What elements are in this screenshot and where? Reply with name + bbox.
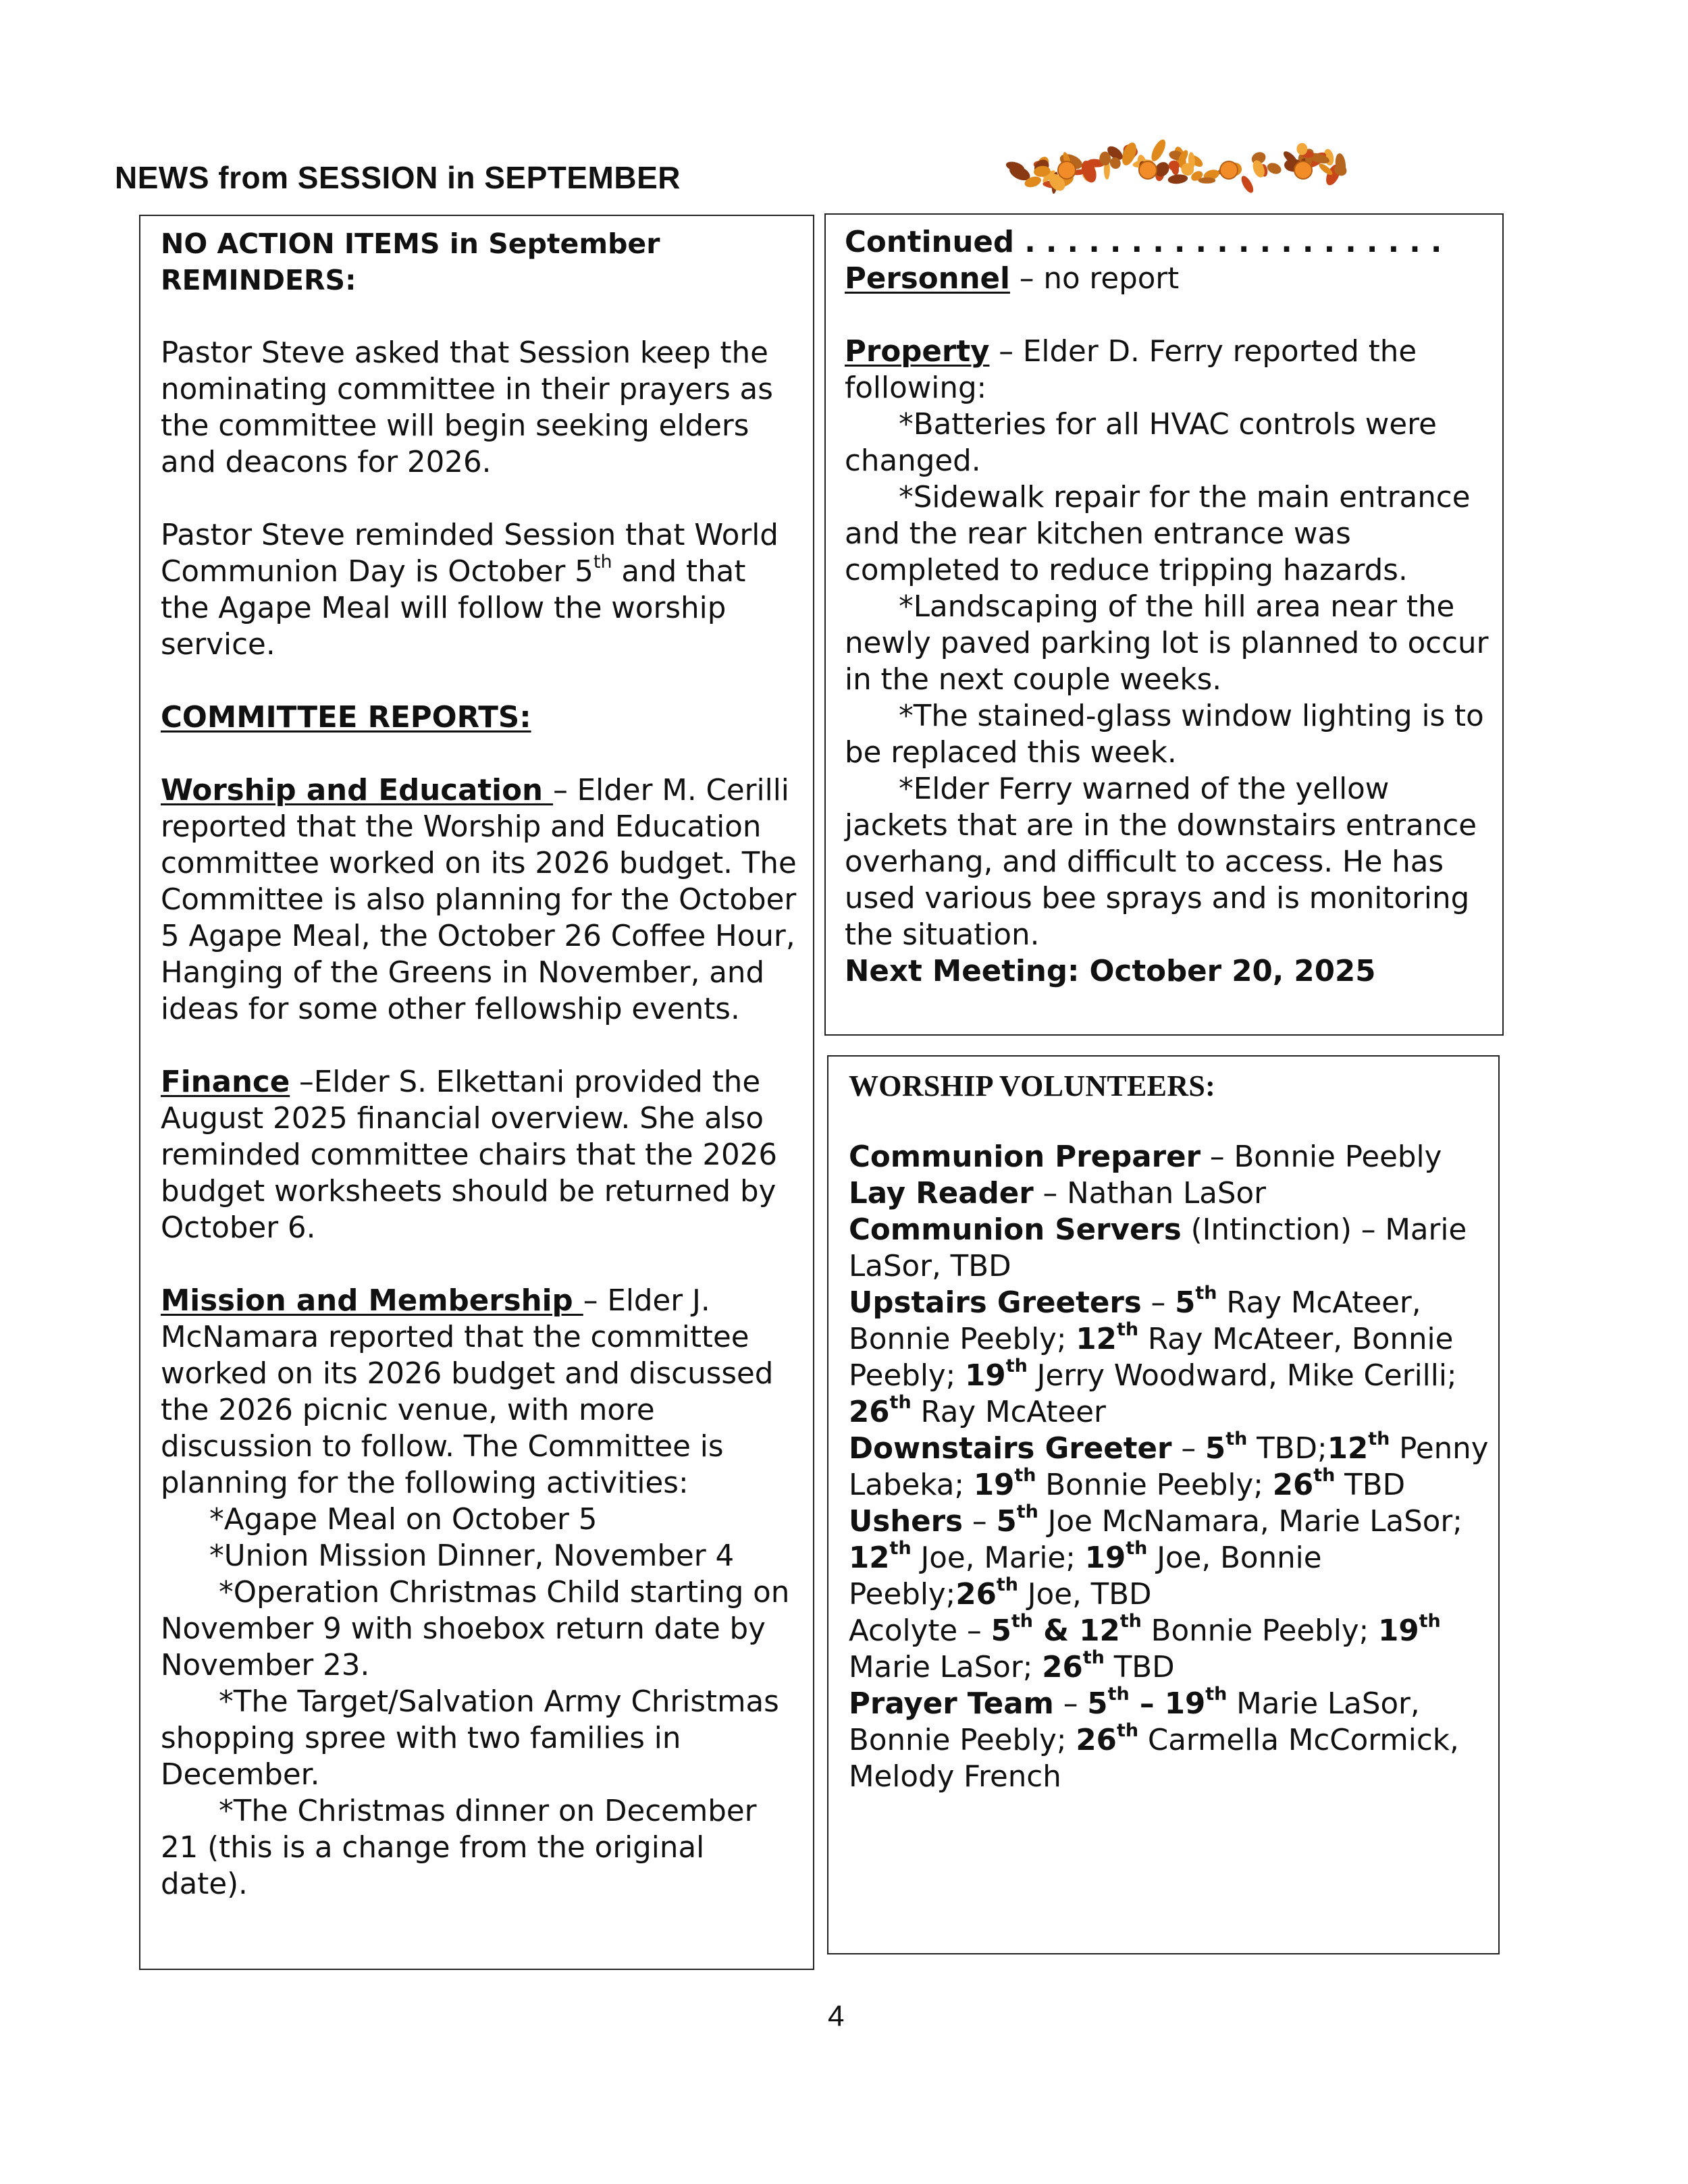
property-item: *Elder Ferry warned of the yellow jackets that are in the downstairs entrance overhang, and difficult to access. He has used various bee sprays and is monitoring the situation. bbox=[845, 772, 1477, 952]
activity-item: *Union Mission Dinner, November 4 bbox=[209, 1539, 735, 1573]
garland-pumpkin bbox=[1058, 161, 1076, 179]
communion-preparer: Communion Preparer – Bonnie Peebly bbox=[849, 1140, 1442, 1174]
session-report-left-panel bbox=[139, 215, 814, 1970]
finance-heading: Finance bbox=[161, 1065, 290, 1099]
next-meeting: Next Meeting: October 20, 2025 bbox=[845, 955, 1376, 988]
lay-reader: Lay Reader – Nathan LaSor bbox=[849, 1177, 1266, 1210]
activity-item: *Operation Christmas Child starting on November 9 with shoebox return date by November 23. bbox=[161, 1576, 790, 1682]
no-action-heading: NO ACTION ITEMS in September bbox=[161, 228, 660, 260]
mission-membership-report: Mission and Membership – Elder J. McNamara reported that the committee worked on its 2026 budget and discussed the 2026 picnic venue, with more discussion to follow. The Committee is planning for the following activities: bbox=[161, 1284, 774, 1500]
ushers: Ushers – 5th Joe McNamara, Marie LaSor; 12th Joe, Marie; 19th Joe, Bonnie Peebly;26th Joe, TBD bbox=[849, 1501, 1462, 1612]
worship-education-heading: Worship and Education bbox=[161, 774, 554, 807]
property-item: *The stained-glass window lighting is to be replaced this week. bbox=[845, 699, 1484, 770]
garland-leaf bbox=[1149, 138, 1168, 163]
communion-servers: Communion Servers (Intinction) – Marie LaSor, TBD bbox=[849, 1213, 1467, 1283]
upstairs-greeters: Upstairs Greeters – 5th Ray McAteer, Bonnie Peebly; 12th Ray McAteer, Bonnie Peebly; 19th Jerry Woodward, Mike Cerilli; 26th Ray McAteer bbox=[849, 1282, 1457, 1429]
pastor-paragraph-2: Pastor Steve reminded Session that World Communion Day is October 5th and that the Agape Meal will follow the worship service. bbox=[161, 518, 779, 662]
activity-item: *The Christmas dinner on December 21 (this is a change from the original date). bbox=[161, 1794, 757, 1901]
garland-pumpkin bbox=[1220, 161, 1238, 179]
session-report-right-panel bbox=[824, 213, 1504, 1036]
pastor-paragraph-1: Pastor Steve asked that Session keep the nominating committee in their prayers as the committee will begin seeking elders and deacons for 2026. bbox=[161, 336, 773, 479]
continued-label: Continued . . . . . . . . . . . . . . . . . . . . bbox=[845, 225, 1442, 259]
property-heading: Property bbox=[845, 335, 990, 369]
worship-education-report: Worship and Education – Elder M. Cerilli reported that the Worship and Education committee worked on its 2026 budget. The Committee is also planning for the October 5 Agape Meal, the October 26 Coffee Hour, Hanging of the Greens in November, and ideas for some other fellowship events. bbox=[161, 774, 797, 1026]
page-title: NEWS from SESSION in SEPTEMBER bbox=[115, 160, 681, 195]
reminders-heading: REMINDERS: bbox=[161, 264, 357, 296]
property-report: Property – Elder D. Ferry reported the following: bbox=[845, 335, 1417, 405]
property-item: *Sidewalk repair for the main entrance and the rear kitchen entrance was completed to reduce tripping hazards. bbox=[845, 481, 1471, 587]
finance-report: Finance –Elder S. Elkettani provided the August 2025 financial overview. She also reminded committee chairs that the 2026 budget worksheets should be returned by October 6. bbox=[161, 1065, 778, 1245]
personnel-report: Personnel – no report bbox=[845, 262, 1180, 296]
property-item: *Batteries for all HVAC controls were changed. bbox=[845, 408, 1437, 478]
garland-leaf bbox=[1198, 178, 1216, 184]
garland-pumpkin bbox=[1139, 161, 1157, 179]
worship-volunteers-heading: WORSHIP VOLUNTEERS: bbox=[849, 1069, 1216, 1102]
garland-leaf bbox=[1167, 174, 1188, 185]
prayer-team: Prayer Team – 5th – 19th Marie LaSor, Bonnie Peebly; 26th Carmella McCormick, Melody French bbox=[849, 1683, 1459, 1794]
garland-leaf bbox=[1265, 161, 1283, 176]
property-item: *Landscaping of the hill area near the newly paved parking lot is planned to occur in the next couple weeks. bbox=[845, 590, 1489, 697]
activity-item: *Agape Meal on October 5 bbox=[209, 1503, 598, 1537]
worship-volunteers-panel bbox=[827, 1055, 1500, 1954]
garland-pumpkin bbox=[1294, 161, 1312, 179]
page-number: 4 bbox=[828, 2000, 845, 2033]
acolyte: Acolyte – 5th & 12th Bonnie Peebly; 19th Marie LaSor; 26th TBD bbox=[849, 1610, 1441, 1684]
activity-item: *The Target/Salvation Army Christmas shopping spree with two families in December. bbox=[161, 1685, 779, 1792]
downstairs-greeter: Downstairs Greeter – 5th TBD;12th Penny Labeka; 19th Bonnie Peebly; 26th TBD bbox=[849, 1428, 1489, 1502]
autumn-leaves-garland-icon bbox=[1006, 134, 1350, 201]
personnel-heading: Personnel bbox=[845, 262, 1010, 296]
mission-membership-heading: Mission and Membership bbox=[161, 1284, 583, 1318]
committee-reports-heading: COMMITTEE REPORTS: bbox=[161, 701, 531, 735]
garland-leaf bbox=[1239, 174, 1255, 194]
